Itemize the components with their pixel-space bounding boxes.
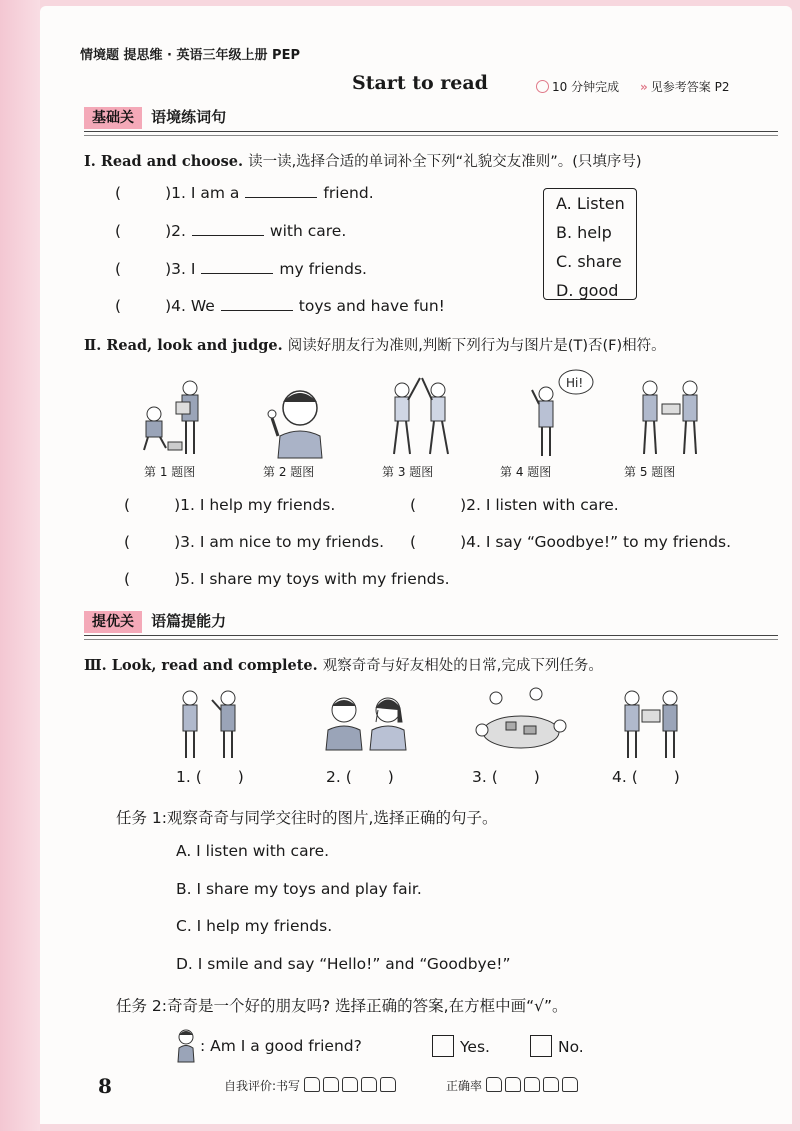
question-3-heading: Ⅲ. Look, read and complete. 观察奇奇与好友相处的日常,完成下列任务。: [84, 657, 603, 674]
answer-ref: » 见参考答案 P2: [640, 80, 730, 94]
section-rule: [84, 635, 778, 636]
thumb-icon[interactable]: [486, 1077, 502, 1092]
section-basic: [84, 106, 226, 127]
section-tag: 提优关: [84, 611, 142, 633]
section-title: 语境练词句: [151, 108, 227, 126]
self-eval-accuracy: 正确率: [446, 1077, 581, 1094]
q3-picture-1-greeting: [176, 686, 246, 762]
choice-d: D. good: [556, 281, 619, 300]
section-advanced: [84, 610, 226, 631]
picture-1-boy-helping: [136, 374, 206, 460]
self-eval-writing: 自我评价:书写: [224, 1077, 399, 1094]
thumb-icon[interactable]: [562, 1077, 578, 1092]
thumb-icon[interactable]: [342, 1077, 358, 1092]
q1-item-3: ( )3. I my friends.: [115, 260, 367, 278]
double-chevron-icon: »: [640, 80, 648, 94]
page-edge: [0, 0, 40, 1131]
section-rule-thin: [84, 135, 778, 136]
fig-label-2: 第 2 题图: [263, 465, 315, 479]
question-2-heading: Ⅱ. Read, look and judge. 阅读好朋友行为准则,判断下列行为与图片是(T)否(F)相符。: [84, 337, 666, 354]
task1-option-b: B. I share my toys and play fair.: [176, 880, 422, 898]
choice-a: A. Listen: [556, 194, 625, 213]
thumb-icon[interactable]: [543, 1077, 559, 1092]
no-option[interactable]: No.: [530, 1035, 584, 1057]
q2-item-2: ( )2. I listen with care.: [410, 496, 619, 514]
page-number: 8: [98, 1074, 112, 1098]
q3-blank-1: 1. ( ): [176, 768, 244, 786]
thumb-icon[interactable]: [323, 1077, 339, 1092]
q2-item-5: ( )5. I share my toys with my friends.: [124, 570, 450, 588]
q2-item-1: ( )1. I help my friends.: [124, 496, 336, 514]
task-2-heading: 任务 2:奇奇是一个好的朋友吗? 选择正确的答案,在方框中画“√”。: [116, 997, 568, 1015]
question-1-heading: Ⅰ. Read and choose. 读一读,选择合适的单词补全下列“礼貌交友准则”。(只填序号): [84, 153, 642, 170]
qiqi-avatar-icon: [174, 1028, 198, 1062]
yes-checkbox[interactable]: [432, 1035, 454, 1057]
word-choice-box: [543, 188, 637, 300]
q3-picture-3-playing: [466, 686, 576, 756]
thumb-icon[interactable]: [361, 1077, 377, 1092]
q3-picture-4-sharing: [618, 686, 688, 762]
q1-item-2: ( )2. with care.: [115, 222, 347, 240]
clock-icon: [536, 80, 549, 93]
q3-picture-2-smiling: [322, 692, 412, 750]
worksheet-page: [40, 6, 792, 1124]
q3-blank-3: 3. ( ): [472, 768, 540, 786]
section-rule: [84, 131, 778, 132]
picture-5-sharing: [636, 374, 706, 460]
fig-label-3: 第 3 题图: [382, 465, 434, 479]
page-title: Start to read: [352, 72, 488, 94]
thumb-icon[interactable]: [505, 1077, 521, 1092]
picture-3-high-five: [386, 374, 456, 460]
q1-item-4: ( )4. We toys and have fun!: [115, 297, 445, 315]
section-rule-thin: [84, 639, 778, 640]
section-tag: 基础关: [84, 107, 142, 129]
choice-c: C. share: [556, 252, 622, 271]
book-title: 情境题 提思维 · 英语三年级上册 PEP: [80, 48, 300, 63]
task-1-heading: 任务 1:观察奇奇与同学交往时的图片,选择正确的句子。: [116, 809, 498, 827]
q2-item-3: ( )3. I am nice to my friends.: [124, 533, 385, 551]
fig-label-4: 第 4 题图: [500, 465, 552, 479]
time-note: 10 分钟完成: [536, 78, 619, 95]
picture-4-girl-says-hi: [516, 368, 596, 460]
fig-label-5: 第 5 题图: [624, 465, 676, 479]
no-checkbox[interactable]: [530, 1035, 552, 1057]
thumb-icon[interactable]: [524, 1077, 540, 1092]
task1-option-a: A. I listen with care.: [176, 842, 330, 860]
q2-item-4: ( )4. I say “Goodbye!” to my friends.: [410, 533, 732, 551]
task1-option-d: D. I smile and say “Hello!” and “Goodbye!”: [176, 955, 511, 973]
section-title: 语篇提能力: [151, 612, 227, 630]
choice-b: B. help: [556, 223, 612, 242]
picture-2-boy-waving: [268, 378, 330, 458]
q1-item-1: ( )1. I am a friend.: [115, 184, 374, 202]
speech-bubble-text: Hi!: [566, 376, 584, 390]
q3-blank-4: 4. ( ): [612, 768, 680, 786]
thumb-icon[interactable]: [304, 1077, 320, 1092]
thumb-icon[interactable]: [380, 1077, 396, 1092]
q3-blank-2: 2. ( ): [326, 768, 394, 786]
task2-question: : Am I a good friend?: [200, 1037, 362, 1055]
fig-label-1: 第 1 题图: [144, 465, 196, 479]
yes-option[interactable]: Yes.: [432, 1035, 490, 1057]
task1-option-c: C. I help my friends.: [176, 917, 333, 935]
